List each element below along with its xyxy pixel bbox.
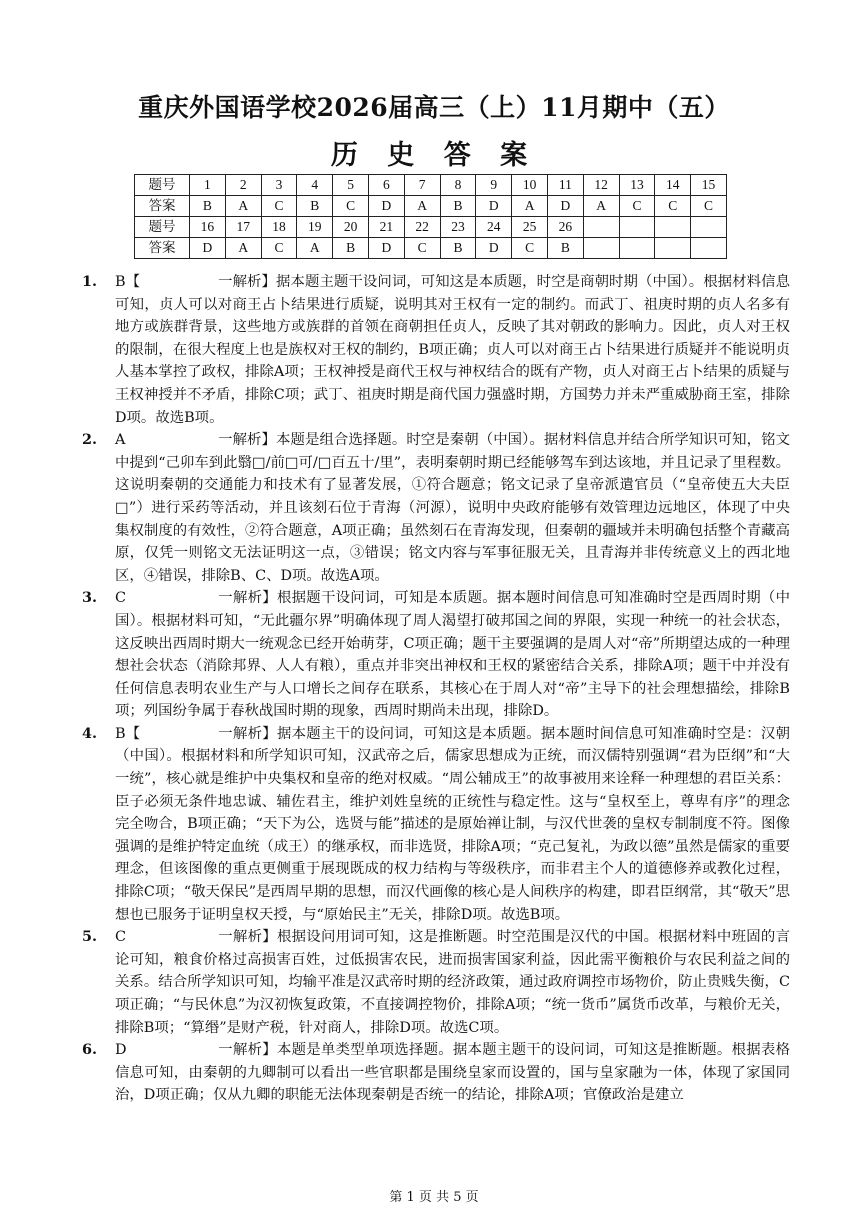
answer-table-cell: 14 <box>655 175 691 196</box>
page-footer: 第 1 页 共 5 页 <box>389 1190 479 1205</box>
answer-table-cell: C <box>261 196 297 217</box>
answer-table-cell <box>655 217 691 238</box>
answer-table-cell: C <box>333 196 369 217</box>
question-number: 5. <box>82 928 98 946</box>
question-analysis-text: 一解析】据本题主干的设问词，可知这是本质题。据本题时间信息可知准确时空是：汉朝（中国）。根据材料和所学知识可知，汉武帝之后，儒家思想成为正统，而汉儒特别强调“君为臣纲”和“大一统”，核心就是维护中央集权和皇帝的绝对权威。“周公辅成王”的故事被用来诠释一种理想的君臣关系：臣子必须无条件地忠诚、辅佐君主，维护刘姓皇统的正统性与稳定性。这与“皇权至上，尊卑有序”的理念完全吻合，B项正确；“天下为公，选贤与能”描述的是原始禅让制，与汉代世袭的皇权专制制度不符。图像强调的是维护特定血统（成王）的继承权，而非选贤，排除A项；“克己复礼，为政以德”虽然是儒家的重要理念，但该图像的重点更侧重于展现既成的权力结构与等级秩序，而非君主个人的道德修养或教化过程，排除C项；“敬天保民”是西周早期的思想，而汉代画像的核心是人间秩序的构建，即君臣纲常，其“敬天”思想也已服务于证明皇权天授，与“原始民主”无关，排除D项。故选B项。 <box>115 725 790 923</box>
answer-table-cell: B <box>547 238 583 259</box>
question-number: 1. <box>82 273 98 290</box>
answer-table-row <box>135 217 727 238</box>
answer-table-cell: 17 <box>225 217 261 238</box>
answer-table-cell: C <box>404 238 440 259</box>
answer-table-cell: A <box>225 196 261 217</box>
answer-table-cell: 24 <box>476 217 512 238</box>
answer-table-row-label: 题号 <box>135 217 190 238</box>
explanations <box>82 271 790 1107</box>
answer-table-row-label: 答案 <box>135 196 190 217</box>
answer-table-cell: 20 <box>333 217 369 238</box>
answer-table-cell: D <box>368 238 404 259</box>
question-answer: B【 <box>115 725 140 742</box>
question-number: 3. <box>82 589 98 607</box>
answer-table-cell: 23 <box>440 217 476 238</box>
question-answer: A <box>115 432 126 449</box>
question-explanation <box>82 271 790 429</box>
question-number: 2. <box>82 431 98 449</box>
question-explanation <box>82 926 790 1039</box>
answer-table-cell: D <box>547 196 583 217</box>
answer-table-cell: 19 <box>297 217 333 238</box>
answer-table-cell: 26 <box>547 217 583 238</box>
answer-table-cell: 4 <box>297 175 333 196</box>
document-title: 重庆外国语学校2026届高三（上）11月期中（五） <box>138 93 730 122</box>
answer-table-row-label: 题号 <box>135 175 190 196</box>
answer-table-cell: D <box>368 196 404 217</box>
answer-table-row-label: 答案 <box>135 238 190 259</box>
answer-table-cell <box>583 217 619 238</box>
question-analysis-text: 一解析】本题是组合选择题。时空是秦朝（中国）。据材料信息并结合所学知识可知，铭文中提到“己卯车到此翳□/前□可/□百五十/里”，表明秦朝时期已经能够驾车到达该地，并且记录了里程数。这说明秦朝的交通能力和技术有了显著发展，①符合题意；铭文记录了皇帝派遣官员（“皇帝使五大夫臣□”）进行采药等活动，并且该刻石位于青海（河源），说明中央政府能够有效管理边远地区，体现了中央集权制度的有效性，②符合题意，A项正确；虽然刻石在青海发现，但秦朝的疆域并未明确包括整个青藏高原，仅凭一则铭文无法证明这一点，③错误；铭文内容与军事征服无关，且青海并非传统意义上的西北地区，④错误，排除B、C、D项。故选A项。 <box>115 432 790 584</box>
answer-table-cell <box>583 238 619 259</box>
answer-table-cell: C <box>655 196 691 217</box>
answer-table-cell: 6 <box>368 175 404 196</box>
answer-table-cell: A <box>583 196 619 217</box>
question-analysis-text: 一解析】本题是单类型单项选择题。据本题主题干的设问词，可知这是推断题。根据表格信息可知，由秦朝的九卿制可以看出一些官职都是围绕皇家而设置的，国与皇家融为一体，体现了家国同治，D项正确；仅从九卿的职能无法体现秦朝是否统一的结论，排除A项；官僚政治是建立 <box>115 1042 790 1104</box>
question-analysis-text: 一解析】根据设问用词可知，这是推断题。时空范围是汉代的中国。根据材料中班固的言论可知，粮食价格过高损害百姓，过低损害农民，进而损害国家利益，因此需平衡粮价与农民利益之间的关系。结合所学知识可知，均输平准是汉武帝时期的经济政策，通过政府调控市场物价，防止贵贱失衡，C项正确；“与民休息”为汉初恢复政策，不直接调控物价，排除A项；“统一货币”属货币改革，与粮价无关，排除B项；“算缗”是财产税，针对商人，排除D项。故选C项。 <box>115 929 790 1036</box>
question-answer: C <box>115 929 127 946</box>
question-answer: C <box>115 590 127 607</box>
answer-table <box>134 174 727 259</box>
answer-table-cell: 16 <box>190 217 226 238</box>
answer-table-cell <box>655 238 691 259</box>
answer-table-cell: A <box>512 196 548 217</box>
answer-table-cell: 22 <box>404 217 440 238</box>
answer-table-cell <box>619 217 655 238</box>
answer-table-cell: D <box>476 238 512 259</box>
document-subtitle: 历 史 答 案 <box>330 140 538 171</box>
answer-table-cell: 21 <box>368 217 404 238</box>
answer-table-cell: A <box>225 238 261 259</box>
answer-table-cell: 10 <box>512 175 548 196</box>
answer-table-cell: 11 <box>547 175 583 196</box>
answer-table-cell <box>691 217 727 238</box>
answer-table-cell: C <box>619 196 655 217</box>
question-explanation <box>82 429 790 587</box>
answer-table-cell: 9 <box>476 175 512 196</box>
answer-table-cell: 7 <box>404 175 440 196</box>
answer-table-cell: B <box>440 238 476 259</box>
answer-table-cell: B <box>440 196 476 217</box>
answer-table-cell <box>619 238 655 259</box>
answer-table-row <box>135 175 727 196</box>
answer-table-cell: A <box>297 238 333 259</box>
question-number: 6. <box>82 1041 98 1059</box>
question-analysis-text: 一解析】根据题干设问词，可知是本质题。据本题时间信息可知准确时空是西周时期（中国）。根据材料可知，“无此疆尔界”明确体现了周人渴望打破邦国之间的界限，实现一种统一的社会状态，这反映出西周时期大一统观念已经开始萌芽，C项正确；题干主要强调的是周人对“帝”所期望达成的一种理想社会状态（消除邦界、人人有粮），重点并非突出神权和王权的紧密结合关系，排除A项；题干中并没有任何信息表明农业生产与人口增长之间存在联系，其核心在于周人对“帝”主导下的社会理想描绘，排除B项；列国纷争属于春秋战国时期的现象，西周时期尚未出现，排除D。 <box>115 590 790 720</box>
answer-table-cell: 15 <box>691 175 727 196</box>
answer-table-cell: 1 <box>190 175 226 196</box>
answer-table-cell: C <box>512 238 548 259</box>
answer-table-row <box>135 196 727 217</box>
answer-table-cell: 25 <box>512 217 548 238</box>
answer-table-cell: B <box>190 196 226 217</box>
answer-table-cell: 8 <box>440 175 476 196</box>
answer-table-cell: D <box>476 196 512 217</box>
answer-table-cell: 3 <box>261 175 297 196</box>
answer-table-cell: 5 <box>333 175 369 196</box>
question-answer: D <box>115 1042 127 1059</box>
question-explanation <box>82 723 790 926</box>
question-analysis-text: 一解析】据本题主题干设问词，可知这是本质题，时空是商朝时期（中国）。根据材料信息可知，贞人可以对商王占卜结果进行质疑，说明其对王权有一定的制约。而武丁、祖庚时期的贞人名多有地方或族群背景，这些地方或族群的首领在商朝担任贞人，反映了其对朝政的影响力。因此，贞人对王权的限制，在很大程度上也是族权对王权的制约，B项正确；贞人可以对商王占卜结果进行质疑并不能说明贞人基本掌控了政权，排除A项；王权神授是商代王权与神权结合的既有产物，贞人对商王占卜结果的质疑与王权神授并不矛盾，排除C项；武丁、祖庚时期是商代国力强盛时期，方国势力并未严重威胁商王室，排除D项。故选B项。 <box>115 274 790 426</box>
answer-table-cell: 2 <box>225 175 261 196</box>
question-answer: B【 <box>115 274 140 290</box>
answer-table-cell: 13 <box>619 175 655 196</box>
answer-table-row <box>135 238 727 259</box>
answer-table-cell: B <box>333 238 369 259</box>
question-number: 4. <box>82 724 98 742</box>
question-explanation <box>82 587 790 723</box>
answer-table-cell: B <box>297 196 333 217</box>
answer-table-cell: A <box>404 196 440 217</box>
answer-table-cell: C <box>261 238 297 259</box>
answer-table-cell: 18 <box>261 217 297 238</box>
question-explanation <box>82 1039 790 1107</box>
answer-table-cell: D <box>190 238 226 259</box>
answer-table-cell <box>691 238 727 259</box>
answer-table-cell: 12 <box>583 175 619 196</box>
answer-table-cell: C <box>691 196 727 217</box>
